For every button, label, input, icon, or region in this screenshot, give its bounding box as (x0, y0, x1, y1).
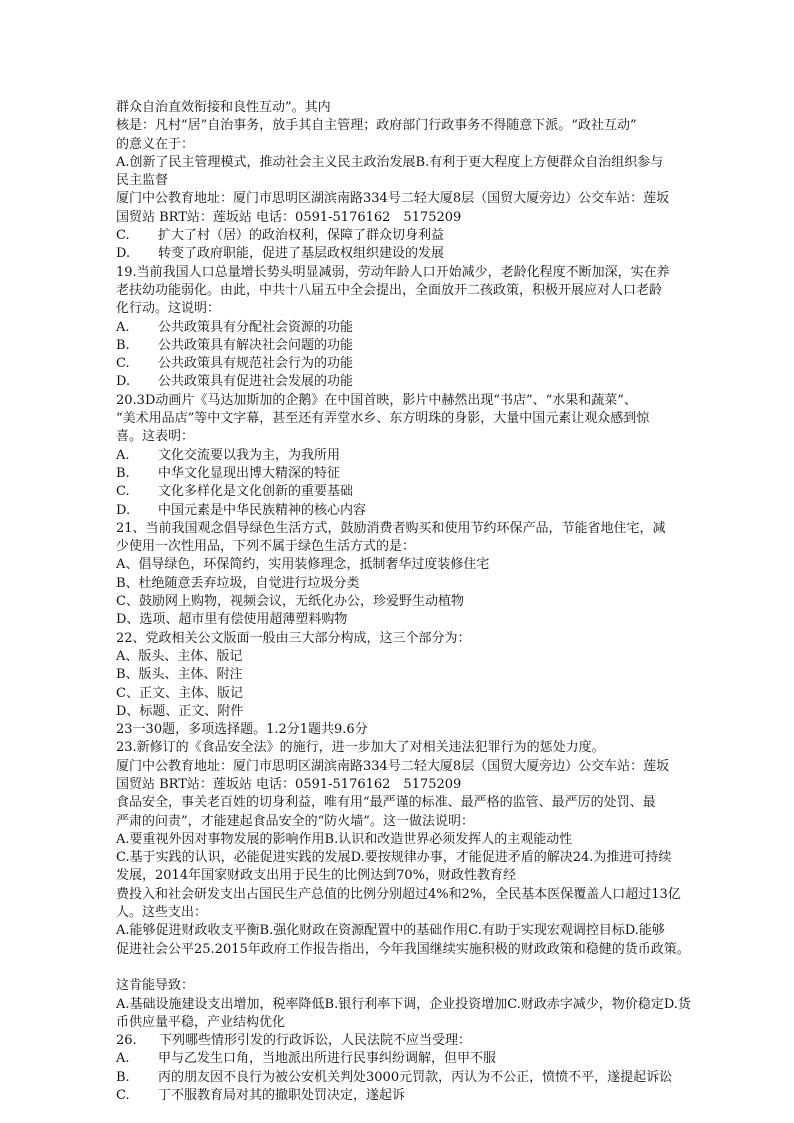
text-line: 民主监督 (116, 173, 169, 189)
text-line: B、杜绝随意丢弃垃圾，自觉进行垃圾分类 (116, 575, 360, 591)
option-text: 转变了政府职能，促进了基层政权组织建设的发展 (158, 246, 445, 262)
text-line: 22、党政相关公文版面一般由三大部分构成，这三个部分为： (116, 630, 471, 646)
option-text: 下列哪些情形引发的行政诉讼，人民法院不应当受理： (159, 1033, 472, 1049)
option-label: D. (116, 502, 131, 518)
option-text: 公共政策具有解决社会问题的功能 (158, 337, 354, 353)
option-label: A. (116, 1051, 130, 1067)
text-line: 厦门中公教育地址：厦门市思明区湖滨南路334号二轻大厦8层（国贸大厦旁边）公交车站：莲坂 (116, 758, 670, 774)
text-line: 20.3D动画片《马达加斯加的企鹅》在中国首映，影片中赫然出现“书店”、“水果和蔬菜”、 (116, 392, 637, 408)
option-label: C. (116, 1088, 130, 1104)
text-line: 少使用一次性用品，下列不属于绿色生活方式的是： (116, 539, 416, 555)
option-text: 甲与乙发生口角，当地派出所进行民事纠纷调解，但甲不服 (158, 1051, 497, 1067)
text-line: 21、当前我国观念倡导绿色生活方式，鼓励消费者购买和使用节约环保产品，节能省地住宅，减 (116, 520, 666, 536)
text-line (116, 337, 716, 355)
text-line: 老扶幼功能弱化。由此，中共十八届五中全会提出，全面放开二孩政策，积极开展应对人口老龄 (116, 282, 663, 298)
text-line: 的意义在于： (116, 136, 195, 152)
option-text: 扩大了村（居）的政治权利，保障了群众切身利益 (158, 228, 445, 244)
text-line: “美术用品店”等中文字幕，甚至还有弄堂水乡、东方明珠的身影，大量中国元素让观众感到惊 (116, 411, 650, 427)
option-label: A. (116, 319, 130, 335)
text-line: 这肯能导致： (116, 978, 195, 994)
option-label: B. (116, 337, 130, 353)
text-line: 国贸站 BRT站：莲坂站 电话：0591-5176162 5175209 (116, 209, 462, 225)
text-line: 国贸站 BRT站：莲坂站 电话：0591-5176162 5175209 (116, 776, 462, 792)
text-line: 币供应量平稳，产业结构优化 (116, 1014, 286, 1030)
text-line (116, 1032, 716, 1050)
option-label: C. (116, 484, 130, 500)
text-line: 食品安全，事关老百姓的切身利益，唯有用“最严谨的标准、最严格的监管、最严厉的处罚、最 (116, 795, 656, 811)
text-line: 厦门中公教育地址：厦门市思明区湖滨南路334号二轻大厦8层（国贸大厦旁边）公交车站：莲坂 (116, 191, 670, 207)
option-text: 公共政策具有促进社会发展的功能 (158, 374, 354, 390)
text-line (116, 447, 716, 465)
text-line: C、正文、主体、版记 (116, 685, 243, 701)
text-line: C、鼓励网上购物，视频会议，无纸化办公，珍爱野生动植物 (116, 594, 464, 610)
text-line: 群众自治直效衔接和良性互动”。其内 (116, 100, 331, 115)
text-line (116, 1050, 716, 1068)
option-label: C. (116, 228, 130, 244)
text-line: A.基础设施建设支出增加，税率降低B.银行利率下调，企业投资增加C.财政赤字减少，物价稳定D.货 (116, 996, 691, 1012)
option-text: 中华文化显现出博大精深的特征 (158, 465, 341, 481)
text-line: A.要重视外因对事物发展的影响作用B.认识和改造世界必须发挥人的主观能动性 (116, 831, 573, 847)
text-line: A、倡导绿色，环保简约，实用装修理念，抵制奢华过度装修住宅 (116, 557, 490, 573)
text-line (116, 227, 716, 245)
option-text: 中国元素是中华民族精神的核心内容 (158, 502, 367, 518)
option-label: D. (116, 374, 131, 390)
option-text: 公共政策具有规范社会行为的功能 (158, 356, 354, 372)
option-text: 文化多样化是文化创新的重要基础 (158, 484, 354, 500)
text-line: 23.新修订的《食品安全法》的施行，进一步加大了对相关违法犯罪行为的惩处力度。 (116, 740, 605, 756)
text-line (116, 483, 716, 501)
text-line: B、版头、主体、附注 (116, 667, 243, 683)
text-line: D、选项、超市里有偿使用超薄塑料购物 (116, 612, 348, 628)
document-page (116, 99, 716, 1105)
text-line (116, 465, 716, 483)
text-line: 严肃的问责”，才能建起食品安全的“防火墙”。这一做法说明： (116, 813, 474, 829)
option-label: B. (116, 465, 130, 481)
text-line (116, 959, 716, 977)
text-line: 人。这些支出： (116, 905, 208, 921)
text-line: A.能够促进财政收支平衡B.强化财政在资源配置中的基础作用C.有助于实现宏观调控目标D.能够 (116, 923, 665, 939)
text-line: A.创新了民主管理模式，推动社会主义民主政治发展B.有利于更大程度上方便群众自治组织参与 (116, 154, 664, 170)
text-line: 23一30题，多项选择题。1.2分1题共9.6分 (116, 722, 368, 738)
option-label: B. (116, 1069, 130, 1085)
text-line (116, 355, 716, 373)
text-line (116, 319, 716, 337)
text-line: D、标题、正文、附件 (116, 703, 244, 719)
option-text: 公共政策具有分配社会资源的功能 (158, 319, 354, 335)
text-line: 喜。这表明： (116, 429, 195, 445)
text-line (116, 245, 716, 263)
text-line: 发展，2014年国家财政支出用于民生的比例达到70%，财政性教育经 (116, 868, 516, 884)
text-line: 化行动。这说明： (116, 301, 221, 317)
option-label: C. (116, 356, 130, 372)
option-text: 丁不服教育局对其的撤职处罚决定，遂起诉 (158, 1088, 406, 1104)
option-text: 文化交流要以我为主，为我所用 (158, 447, 341, 463)
text-line (116, 1069, 716, 1087)
option-label: A. (116, 447, 130, 463)
text-line: 促进社会公平25.2015年政府工作报告指出，今年我国继续实施积极的财政政策和稳健的货币政策。 (116, 941, 690, 957)
text-line: C.基于实践的认识，必能促进实践的发展D.要按规律办事，才能促进矛盾的解决24.为推进可持续 (116, 850, 672, 866)
text-line: 19.当前我国人口总量增长势头明显减弱，劳动年龄人口开始减少，老龄化程度不断加深，实在养 (116, 264, 670, 280)
text-line (116, 373, 716, 391)
text-line: 费投入和社会研发支出占国民生产总值的比例分别超过4%和2%，全民基本医保覆盖人口超过13亿 (116, 886, 681, 902)
option-label: D. (116, 246, 131, 262)
text-line (116, 1087, 716, 1105)
option-label: 26. (116, 1033, 137, 1049)
text-line: 核是：凡村“居”自治事务，放手其自主管理；政府部门行政事务不得随意下派。“政社互动” (116, 118, 637, 134)
option-text: 丙的朋友因不良行为被公安机关判处3000元罚款，丙认为不公正，愤愤不平，遂提起诉讼 (158, 1069, 673, 1085)
text-line: A、版头、主体、版记 (116, 648, 243, 664)
text-line (116, 502, 716, 520)
